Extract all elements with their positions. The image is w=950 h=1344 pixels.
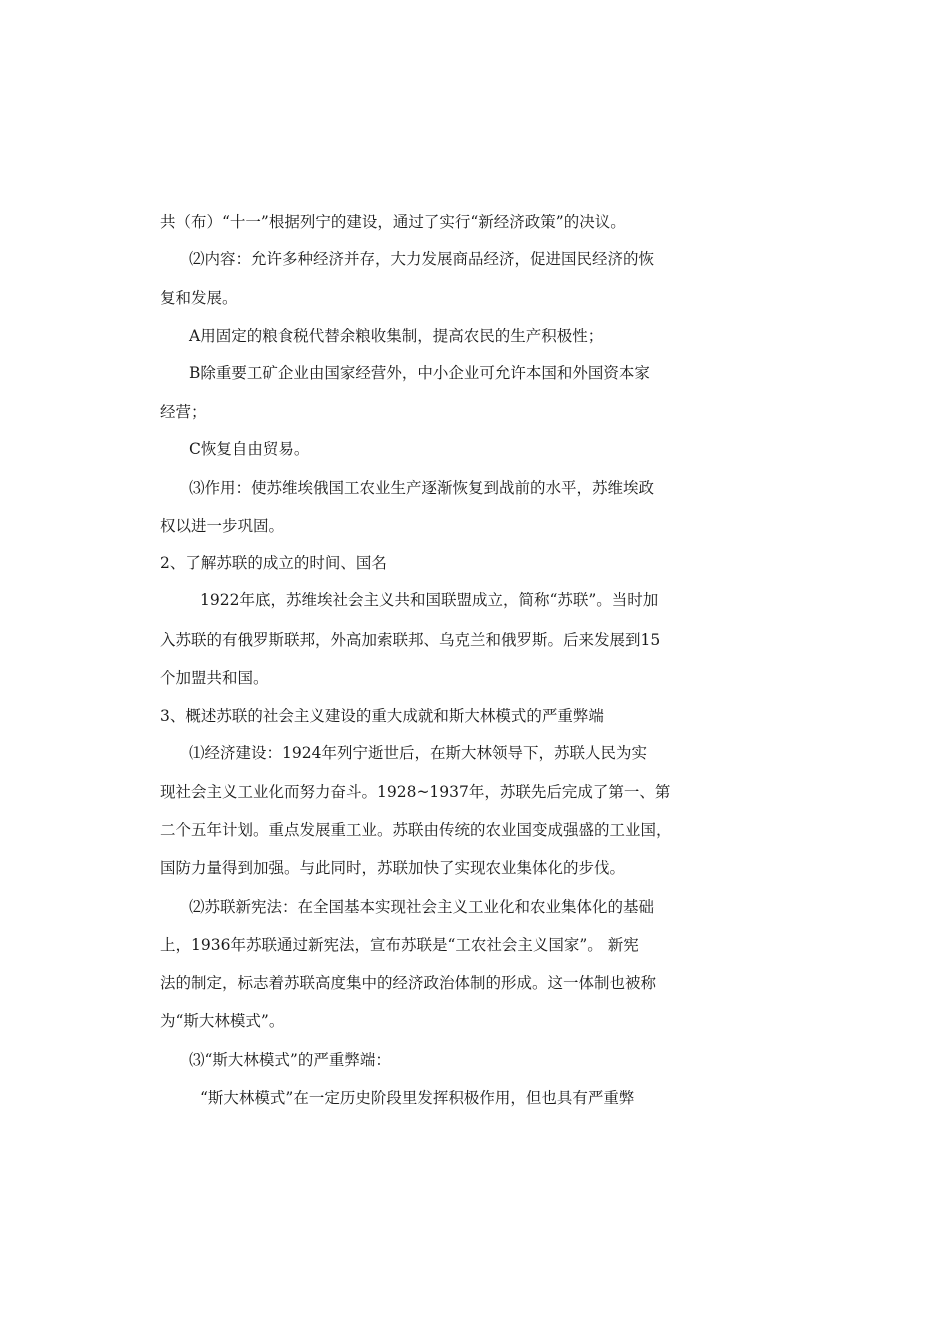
text-line: ⑶作用：使苏维埃俄国工农业生产逐渐恢复到战前的水平，苏维埃政 [189, 479, 655, 497]
text-line: 为“斯大林模式”。 [160, 1012, 285, 1030]
section-heading: 3、概述苏联的社会主义建设的重大成就和斯大林模式的严重弊端 [160, 707, 604, 725]
text-line: 复和发展。 [160, 289, 238, 307]
text-line: B除重要工矿企业由国家经营外，中小企业可允许本国和外国资本家 [189, 364, 650, 382]
text-line: A用固定的粮食税代替余粮收集制，提高农民的生产积极性； [189, 327, 604, 345]
text-line: 上，1936年苏联通过新宪法，宣布苏联是“工农社会主义国家”。 新宪 [160, 936, 639, 954]
text-line: 现社会主义工业化而努力奋斗。1928~1937年，苏联先后完成了第一、第 [160, 783, 671, 801]
text-line: ⑴经济建设：1924年列宁逝世后，在斯大林领导下，苏联人民为实 [189, 744, 647, 762]
section-heading: 2、了解苏联的成立的时间、国名 [160, 554, 387, 572]
text-line: 个加盟共和国。 [160, 669, 269, 687]
text-line: 二个五年计划。重点发展重工业。苏联由传统的农业国变成强盛的工业国， [160, 821, 672, 839]
text-line: C恢复自由贸易。 [189, 440, 310, 458]
text-line: ⑶“斯大林模式”的严重弊端： [189, 1051, 391, 1069]
text-line: “斯大林模式”在一定历史阶段里发挥积极作用，但也具有严重弊 [200, 1089, 635, 1107]
text-line: 经营； [160, 403, 207, 421]
text-line: 共（布）“十一”根据列宁的建设，通过了实行“新经济政策”的决议。 [160, 213, 626, 231]
text-line: ⑵苏联新宪法：在全国基本实现社会主义工业化和农业集体化的基础 [189, 898, 655, 916]
text-line: 权以进一步巩固。 [160, 517, 285, 535]
text-line: 法的制定，标志着苏联高度集中的经济政治体制的形成。这一体制也被称 [160, 974, 657, 992]
text-line: ⑵内容：允许多种经济并存，大力发展商品经济，促进国民经济的恢 [189, 250, 655, 268]
text-line: 入苏联的有俄罗斯联邦，外高加索联邦、乌克兰和俄罗斯。后来发展到15 [160, 631, 661, 649]
text-line: 国防力量得到加强。与此同时，苏联加快了实现农业集体化的步伐。 [160, 859, 626, 877]
text-line: 1922年底，苏维埃社会主义共和国联盟成立，简称“苏联”。当时加 [200, 591, 659, 609]
